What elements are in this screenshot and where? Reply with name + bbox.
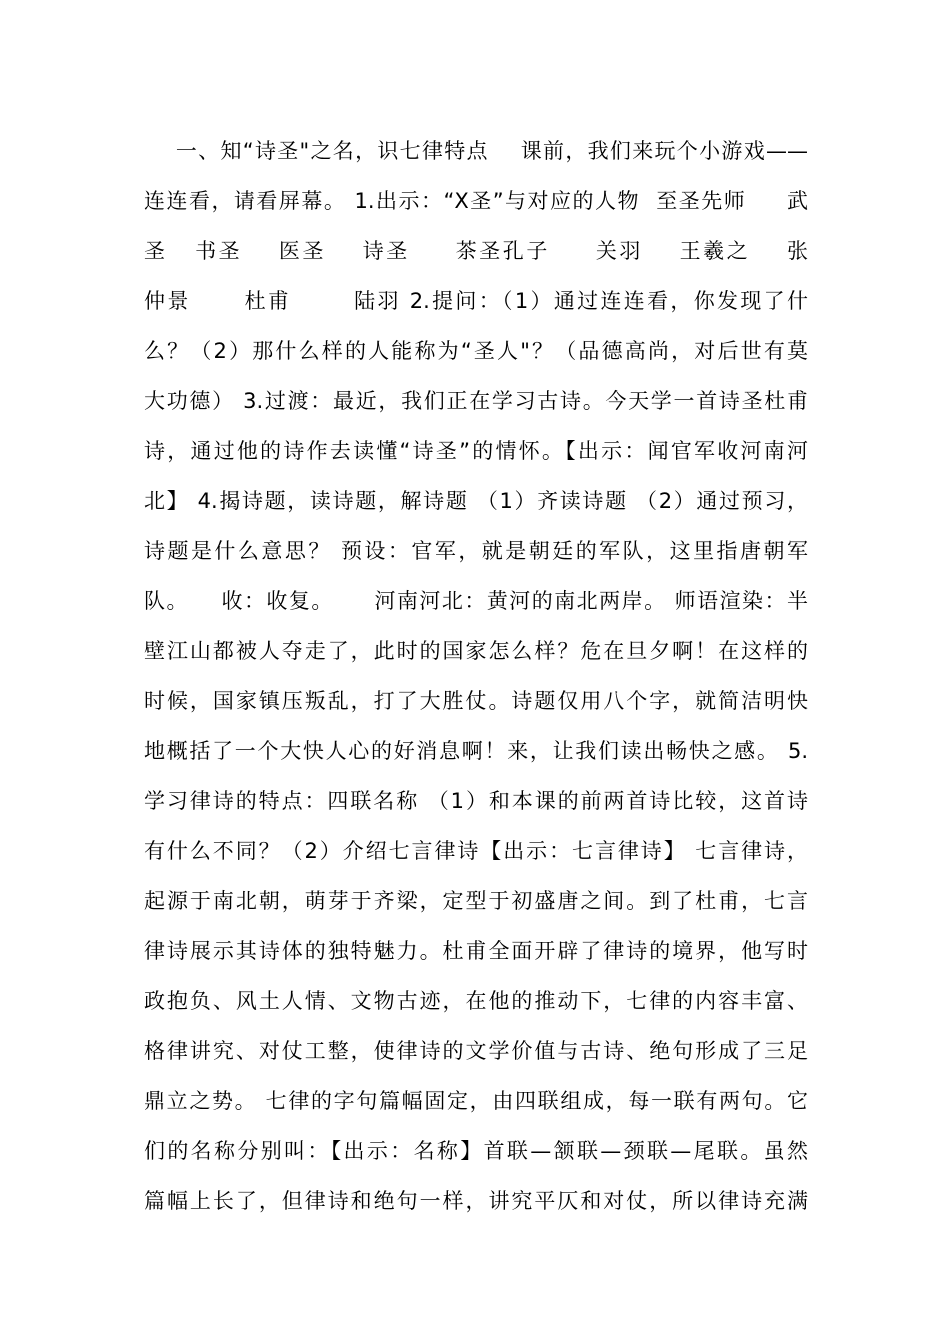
text-line: 地概括了一个大快人心的好消息啊！来，让我们读出畅快之感。 5. — [144, 739, 808, 763]
text-line: 一、知“诗圣"之名，识七律特点 课前，我们来玩个小游戏—— — [144, 139, 808, 163]
text-line: 们的名称分别叫：【出示：名称】首联—颔联—颈联—尾联。虽然 — [144, 1139, 808, 1163]
text-line: 学习律诗的特点：四联名称 （1）和本课的前两首诗比较，这首诗 — [144, 789, 808, 813]
body-text — [144, 126, 808, 1226]
text-line: 鼎立之势。 七律的字句篇幅固定，由四联组成，每一联有两句。它 — [144, 1089, 808, 1113]
text-line: 政抱负、风土人情、文物古迹，在他的推动下，七律的内容丰富、 — [144, 989, 808, 1013]
text-line: 律诗展示其诗体的独特魅力。杜甫全面开辟了律诗的境界，他写时 — [144, 939, 808, 963]
text-line: 起源于南北朝，萌芽于齐梁，定型于初盛唐之间。到了杜甫，七言 — [144, 889, 808, 913]
text-line: 北】 4.揭诗题，读诗题，解诗题 （1）齐读诗题 （2）通过预习， — [144, 489, 808, 513]
text-line: 壁江山都被人夺走了，此时的国家怎么样？危在旦夕啊！在这样的 — [144, 639, 808, 663]
text-line: 连连看，请看屏幕。 1.出示：“X圣”与对应的人物 至圣先师 武 — [144, 189, 808, 213]
text-line: 有什么不同？（2）介绍七言律诗【出示：七言律诗】 七言律诗， — [144, 839, 808, 863]
text-line: 大功德） 3.过渡：最近，我们正在学习古诗。今天学一首诗圣杜甫 — [144, 389, 808, 413]
text-line: 队。 收：收复。 河南河北：黄河的南北两岸。 师语渲染：半 — [144, 589, 808, 613]
text-line: 么？（2）那什么样的人能称为“圣人"？（品德高尚，对后世有莫 — [144, 339, 808, 363]
text-line: 圣 书圣 医圣 诗圣 茶圣孔子 关羽 王羲之 张 — [144, 239, 808, 263]
text-line: 时候，国家镇压叛乱，打了大胜仗。诗题仅用八个字，就简洁明快 — [144, 689, 808, 713]
text-line: 篇幅上长了，但律诗和绝句一样，讲究平仄和对仗，所以律诗充满 — [144, 1189, 808, 1213]
text-line: 格律讲究、对仗工整，使律诗的文学价值与古诗、绝句形成了三足 — [144, 1039, 808, 1063]
text-line: 诗，通过他的诗作去读懂“诗圣”的情怀。【出示：闻官军收河南河 — [144, 439, 808, 463]
text-line: 仲景 杜甫 陆羽 2.提问：（1）通过连连看，你发现了什 — [144, 289, 808, 313]
text-line: 诗题是什么意思？ 预设：官军，就是朝廷的军队，这里指唐朝军 — [144, 539, 808, 563]
